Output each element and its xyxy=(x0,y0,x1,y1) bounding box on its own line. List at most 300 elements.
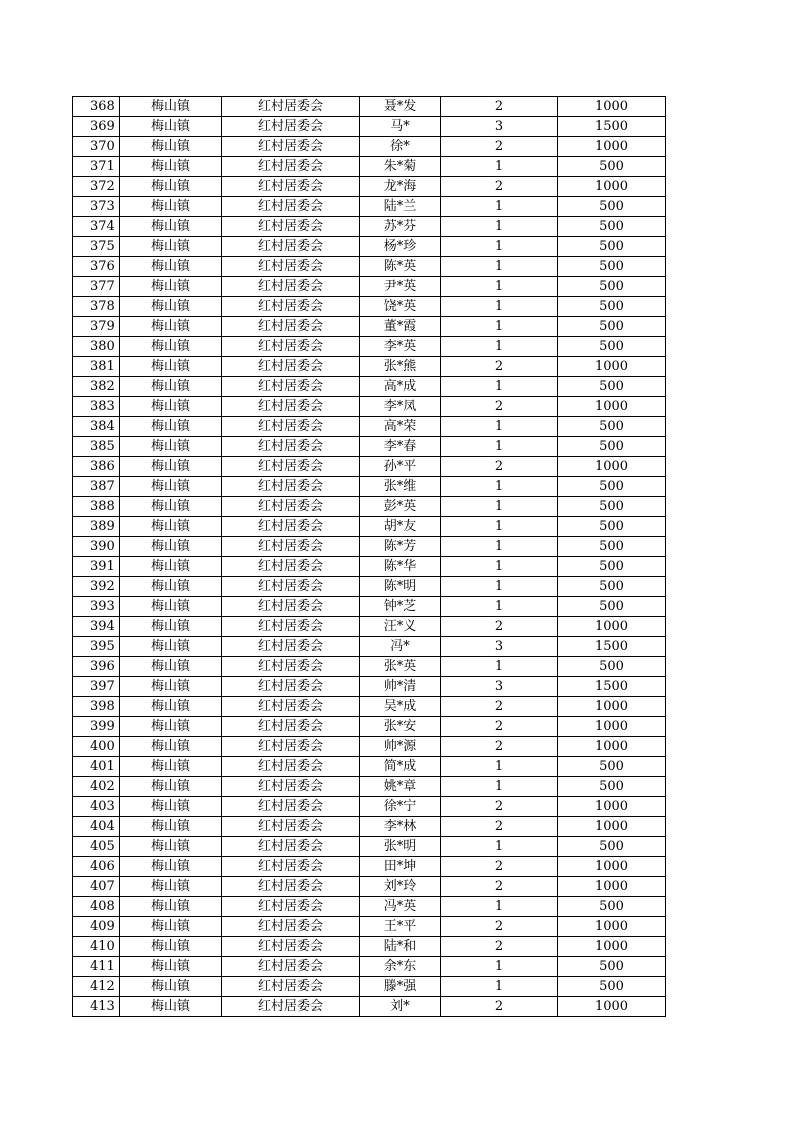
table-row xyxy=(73,517,666,537)
count-cell: 2 xyxy=(441,717,558,737)
count-cell: 1 xyxy=(441,897,558,917)
town-cell: 梅山镇 xyxy=(120,237,222,257)
count-cell: 3 xyxy=(441,637,558,657)
row-number-cell: 392 xyxy=(73,577,120,597)
row-number-cell: 393 xyxy=(73,597,120,617)
town-cell: 梅山镇 xyxy=(120,497,222,517)
name-cell: 马* xyxy=(360,117,441,137)
name-cell: 彭*英 xyxy=(360,497,441,517)
committee-cell: 红村居委会 xyxy=(222,357,360,377)
amount-cell: 1500 xyxy=(558,677,666,697)
town-cell: 梅山镇 xyxy=(120,197,222,217)
town-cell: 梅山镇 xyxy=(120,637,222,657)
roster-table-body xyxy=(73,97,666,1017)
name-cell: 尹*英 xyxy=(360,277,441,297)
row-number-cell: 410 xyxy=(73,937,120,957)
count-cell: 2 xyxy=(441,137,558,157)
amount-cell: 500 xyxy=(558,597,666,617)
name-cell: 朱*菊 xyxy=(360,157,441,177)
name-cell: 田*坤 xyxy=(360,857,441,877)
amount-cell: 1500 xyxy=(558,637,666,657)
name-cell: 聂*发 xyxy=(360,97,441,117)
table-row xyxy=(73,97,666,117)
count-cell: 1 xyxy=(441,597,558,617)
count-cell: 2 xyxy=(441,457,558,477)
committee-cell: 红村居委会 xyxy=(222,477,360,497)
committee-cell: 红村居委会 xyxy=(222,637,360,657)
row-number-cell: 390 xyxy=(73,537,120,557)
amount-cell: 500 xyxy=(558,957,666,977)
table-row xyxy=(73,417,666,437)
table-row xyxy=(73,497,666,517)
town-cell: 梅山镇 xyxy=(120,997,222,1017)
table-row xyxy=(73,977,666,997)
table-row xyxy=(73,997,666,1017)
count-cell: 1 xyxy=(441,157,558,177)
name-cell: 孙*平 xyxy=(360,457,441,477)
town-cell: 梅山镇 xyxy=(120,177,222,197)
amount-cell: 500 xyxy=(558,277,666,297)
table-row xyxy=(73,797,666,817)
row-number-cell: 376 xyxy=(73,257,120,277)
amount-cell: 500 xyxy=(558,517,666,537)
amount-cell: 1000 xyxy=(558,137,666,157)
name-cell: 李*英 xyxy=(360,337,441,357)
amount-cell: 1000 xyxy=(558,937,666,957)
count-cell: 1 xyxy=(441,777,558,797)
count-cell: 2 xyxy=(441,857,558,877)
table-row xyxy=(73,237,666,257)
town-cell: 梅山镇 xyxy=(120,657,222,677)
name-cell: 张*明 xyxy=(360,837,441,857)
name-cell: 帅*清 xyxy=(360,677,441,697)
name-cell: 陈*华 xyxy=(360,557,441,577)
table-row xyxy=(73,157,666,177)
town-cell: 梅山镇 xyxy=(120,277,222,297)
row-number-cell: 384 xyxy=(73,417,120,437)
name-cell: 龙*海 xyxy=(360,177,441,197)
town-cell: 梅山镇 xyxy=(120,477,222,497)
name-cell: 陈*明 xyxy=(360,577,441,597)
amount-cell: 500 xyxy=(558,777,666,797)
row-number-cell: 371 xyxy=(73,157,120,177)
row-number-cell: 404 xyxy=(73,817,120,837)
town-cell: 梅山镇 xyxy=(120,377,222,397)
amount-cell: 500 xyxy=(558,557,666,577)
name-cell: 汪*义 xyxy=(360,617,441,637)
town-cell: 梅山镇 xyxy=(120,397,222,417)
committee-cell: 红村居委会 xyxy=(222,957,360,977)
table-row xyxy=(73,717,666,737)
table-row xyxy=(73,657,666,677)
town-cell: 梅山镇 xyxy=(120,257,222,277)
count-cell: 1 xyxy=(441,477,558,497)
table-row xyxy=(73,677,666,697)
row-number-cell: 382 xyxy=(73,377,120,397)
row-number-cell: 408 xyxy=(73,897,120,917)
town-cell: 梅山镇 xyxy=(120,417,222,437)
table-row xyxy=(73,637,666,657)
row-number-cell: 368 xyxy=(73,97,120,117)
row-number-cell: 391 xyxy=(73,557,120,577)
row-number-cell: 409 xyxy=(73,917,120,937)
count-cell: 2 xyxy=(441,617,558,637)
count-cell: 1 xyxy=(441,497,558,517)
row-number-cell: 407 xyxy=(73,877,120,897)
table-row xyxy=(73,957,666,977)
committee-cell: 红村居委会 xyxy=(222,997,360,1017)
row-number-cell: 372 xyxy=(73,177,120,197)
count-cell: 1 xyxy=(441,417,558,437)
count-cell: 1 xyxy=(441,277,558,297)
name-cell: 刘* xyxy=(360,997,441,1017)
town-cell: 梅山镇 xyxy=(120,717,222,737)
name-cell: 张*安 xyxy=(360,717,441,737)
count-cell: 2 xyxy=(441,917,558,937)
table-row xyxy=(73,117,666,137)
count-cell: 1 xyxy=(441,957,558,977)
name-cell: 陆*兰 xyxy=(360,197,441,217)
table-row xyxy=(73,877,666,897)
committee-cell: 红村居委会 xyxy=(222,257,360,277)
count-cell: 2 xyxy=(441,877,558,897)
count-cell: 2 xyxy=(441,997,558,1017)
committee-cell: 红村居委会 xyxy=(222,177,360,197)
committee-cell: 红村居委会 xyxy=(222,817,360,837)
name-cell: 杨*珍 xyxy=(360,237,441,257)
row-number-cell: 369 xyxy=(73,117,120,137)
name-cell: 张*维 xyxy=(360,477,441,497)
town-cell: 梅山镇 xyxy=(120,337,222,357)
count-cell: 3 xyxy=(441,677,558,697)
table-row xyxy=(73,917,666,937)
row-number-cell: 411 xyxy=(73,957,120,977)
amount-cell: 1000 xyxy=(558,397,666,417)
town-cell: 梅山镇 xyxy=(120,117,222,137)
town-cell: 梅山镇 xyxy=(120,437,222,457)
row-number-cell: 380 xyxy=(73,337,120,357)
name-cell: 陆*和 xyxy=(360,937,441,957)
town-cell: 梅山镇 xyxy=(120,357,222,377)
count-cell: 2 xyxy=(441,697,558,717)
name-cell: 陈*芳 xyxy=(360,537,441,557)
table-row xyxy=(73,297,666,317)
table-row xyxy=(73,617,666,637)
committee-cell: 红村居委会 xyxy=(222,297,360,317)
amount-cell: 1000 xyxy=(558,617,666,637)
town-cell: 梅山镇 xyxy=(120,797,222,817)
amount-cell: 500 xyxy=(558,317,666,337)
town-cell: 梅山镇 xyxy=(120,757,222,777)
committee-cell: 红村居委会 xyxy=(222,857,360,877)
town-cell: 梅山镇 xyxy=(120,977,222,997)
table-row xyxy=(73,817,666,837)
table-row xyxy=(73,577,666,597)
table-row xyxy=(73,377,666,397)
count-cell: 1 xyxy=(441,217,558,237)
name-cell: 胡*友 xyxy=(360,517,441,537)
town-cell: 梅山镇 xyxy=(120,697,222,717)
row-number-cell: 406 xyxy=(73,857,120,877)
table-row xyxy=(73,777,666,797)
name-cell: 姚*章 xyxy=(360,777,441,797)
table-row xyxy=(73,357,666,377)
row-number-cell: 383 xyxy=(73,397,120,417)
committee-cell: 红村居委会 xyxy=(222,417,360,437)
name-cell: 钟*芝 xyxy=(360,597,441,617)
amount-cell: 500 xyxy=(558,537,666,557)
committee-cell: 红村居委会 xyxy=(222,437,360,457)
table-row xyxy=(73,257,666,277)
table-row xyxy=(73,697,666,717)
row-number-cell: 374 xyxy=(73,217,120,237)
amount-cell: 500 xyxy=(558,297,666,317)
amount-cell: 1000 xyxy=(558,97,666,117)
row-number-cell: 388 xyxy=(73,497,120,517)
town-cell: 梅山镇 xyxy=(120,917,222,937)
row-number-cell: 379 xyxy=(73,317,120,337)
row-number-cell: 402 xyxy=(73,777,120,797)
amount-cell: 500 xyxy=(558,657,666,677)
table-row xyxy=(73,557,666,577)
town-cell: 梅山镇 xyxy=(120,137,222,157)
name-cell: 高*荣 xyxy=(360,417,441,437)
count-cell: 1 xyxy=(441,257,558,277)
amount-cell: 500 xyxy=(558,157,666,177)
amount-cell: 500 xyxy=(558,897,666,917)
table-row xyxy=(73,337,666,357)
committee-cell: 红村居委会 xyxy=(222,597,360,617)
town-cell: 梅山镇 xyxy=(120,557,222,577)
table-row xyxy=(73,277,666,297)
amount-cell: 1000 xyxy=(558,997,666,1017)
committee-cell: 红村居委会 xyxy=(222,877,360,897)
name-cell: 张*熊 xyxy=(360,357,441,377)
town-cell: 梅山镇 xyxy=(120,617,222,637)
committee-cell: 红村居委会 xyxy=(222,577,360,597)
committee-cell: 红村居委会 xyxy=(222,697,360,717)
amount-cell: 1000 xyxy=(558,737,666,757)
count-cell: 1 xyxy=(441,317,558,337)
amount-cell: 500 xyxy=(558,837,666,857)
amount-cell: 500 xyxy=(558,577,666,597)
committee-cell: 红村居委会 xyxy=(222,277,360,297)
town-cell: 梅山镇 xyxy=(120,537,222,557)
committee-cell: 红村居委会 xyxy=(222,677,360,697)
committee-cell: 红村居委会 xyxy=(222,397,360,417)
row-number-cell: 370 xyxy=(73,137,120,157)
amount-cell: 1000 xyxy=(558,857,666,877)
committee-cell: 红村居委会 xyxy=(222,377,360,397)
town-cell: 梅山镇 xyxy=(120,897,222,917)
table-row xyxy=(73,197,666,217)
town-cell: 梅山镇 xyxy=(120,877,222,897)
amount-cell: 1000 xyxy=(558,357,666,377)
amount-cell: 1000 xyxy=(558,697,666,717)
row-number-cell: 385 xyxy=(73,437,120,457)
table-row xyxy=(73,837,666,857)
row-number-cell: 386 xyxy=(73,457,120,477)
count-cell: 1 xyxy=(441,657,558,677)
amount-cell: 1000 xyxy=(558,917,666,937)
row-number-cell: 401 xyxy=(73,757,120,777)
town-cell: 梅山镇 xyxy=(120,517,222,537)
row-number-cell: 405 xyxy=(73,837,120,857)
table-row xyxy=(73,897,666,917)
town-cell: 梅山镇 xyxy=(120,957,222,977)
committee-cell: 红村居委会 xyxy=(222,657,360,677)
row-number-cell: 375 xyxy=(73,237,120,257)
name-cell: 李*凤 xyxy=(360,397,441,417)
committee-cell: 红村居委会 xyxy=(222,557,360,577)
count-cell: 3 xyxy=(441,117,558,137)
name-cell: 王*平 xyxy=(360,917,441,937)
count-cell: 2 xyxy=(441,357,558,377)
row-number-cell: 396 xyxy=(73,657,120,677)
name-cell: 董*霞 xyxy=(360,317,441,337)
row-number-cell: 399 xyxy=(73,717,120,737)
town-cell: 梅山镇 xyxy=(120,217,222,237)
row-number-cell: 398 xyxy=(73,697,120,717)
count-cell: 2 xyxy=(441,797,558,817)
row-number-cell: 389 xyxy=(73,517,120,537)
amount-cell: 1000 xyxy=(558,717,666,737)
committee-cell: 红村居委会 xyxy=(222,757,360,777)
count-cell: 1 xyxy=(441,577,558,597)
amount-cell: 500 xyxy=(558,257,666,277)
row-number-cell: 387 xyxy=(73,477,120,497)
row-number-cell: 395 xyxy=(73,637,120,657)
table-row xyxy=(73,397,666,417)
roster-table xyxy=(72,96,666,1017)
name-cell: 余*东 xyxy=(360,957,441,977)
town-cell: 梅山镇 xyxy=(120,937,222,957)
committee-cell: 红村居委会 xyxy=(222,317,360,337)
count-cell: 1 xyxy=(441,517,558,537)
table-row xyxy=(73,477,666,497)
count-cell: 1 xyxy=(441,977,558,997)
town-cell: 梅山镇 xyxy=(120,157,222,177)
amount-cell: 500 xyxy=(558,437,666,457)
name-cell: 高*成 xyxy=(360,377,441,397)
committee-cell: 红村居委会 xyxy=(222,537,360,557)
committee-cell: 红村居委会 xyxy=(222,517,360,537)
amount-cell: 1000 xyxy=(558,877,666,897)
amount-cell: 500 xyxy=(558,217,666,237)
count-cell: 2 xyxy=(441,937,558,957)
row-number-cell: 400 xyxy=(73,737,120,757)
committee-cell: 红村居委会 xyxy=(222,197,360,217)
table-row xyxy=(73,177,666,197)
committee-cell: 红村居委会 xyxy=(222,497,360,517)
name-cell: 陈*英 xyxy=(360,257,441,277)
row-number-cell: 377 xyxy=(73,277,120,297)
name-cell: 滕*强 xyxy=(360,977,441,997)
count-cell: 1 xyxy=(441,297,558,317)
name-cell: 刘*玲 xyxy=(360,877,441,897)
count-cell: 1 xyxy=(441,757,558,777)
count-cell: 1 xyxy=(441,377,558,397)
row-number-cell: 412 xyxy=(73,977,120,997)
table-row xyxy=(73,937,666,957)
row-number-cell: 413 xyxy=(73,997,120,1017)
count-cell: 2 xyxy=(441,177,558,197)
town-cell: 梅山镇 xyxy=(120,317,222,337)
committee-cell: 红村居委会 xyxy=(222,217,360,237)
committee-cell: 红村居委会 xyxy=(222,457,360,477)
count-cell: 1 xyxy=(441,837,558,857)
amount-cell: 500 xyxy=(558,337,666,357)
committee-cell: 红村居委会 xyxy=(222,937,360,957)
amount-cell: 1500 xyxy=(558,117,666,137)
name-cell: 冯* xyxy=(360,637,441,657)
amount-cell: 500 xyxy=(558,197,666,217)
town-cell: 梅山镇 xyxy=(120,577,222,597)
table-row xyxy=(73,857,666,877)
name-cell: 张*英 xyxy=(360,657,441,677)
count-cell: 1 xyxy=(441,537,558,557)
committee-cell: 红村居委会 xyxy=(222,837,360,857)
table-row xyxy=(73,137,666,157)
amount-cell: 500 xyxy=(558,497,666,517)
town-cell: 梅山镇 xyxy=(120,837,222,857)
table-row xyxy=(73,537,666,557)
committee-cell: 红村居委会 xyxy=(222,337,360,357)
table-row xyxy=(73,757,666,777)
table-row xyxy=(73,437,666,457)
committee-cell: 红村居委会 xyxy=(222,777,360,797)
committee-cell: 红村居委会 xyxy=(222,237,360,257)
town-cell: 梅山镇 xyxy=(120,737,222,757)
town-cell: 梅山镇 xyxy=(120,777,222,797)
row-number-cell: 381 xyxy=(73,357,120,377)
name-cell: 饶*英 xyxy=(360,297,441,317)
name-cell: 冯*英 xyxy=(360,897,441,917)
name-cell: 李*春 xyxy=(360,437,441,457)
amount-cell: 500 xyxy=(558,477,666,497)
name-cell: 苏*芬 xyxy=(360,217,441,237)
amount-cell: 500 xyxy=(558,237,666,257)
committee-cell: 红村居委会 xyxy=(222,97,360,117)
committee-cell: 红村居委会 xyxy=(222,737,360,757)
amount-cell: 1000 xyxy=(558,797,666,817)
row-number-cell: 403 xyxy=(73,797,120,817)
committee-cell: 红村居委会 xyxy=(222,157,360,177)
committee-cell: 红村居委会 xyxy=(222,117,360,137)
committee-cell: 红村居委会 xyxy=(222,897,360,917)
count-cell: 1 xyxy=(441,197,558,217)
amount-cell: 500 xyxy=(558,377,666,397)
count-cell: 2 xyxy=(441,397,558,417)
count-cell: 2 xyxy=(441,817,558,837)
table-row xyxy=(73,597,666,617)
town-cell: 梅山镇 xyxy=(120,457,222,477)
town-cell: 梅山镇 xyxy=(120,597,222,617)
name-cell: 简*成 xyxy=(360,757,441,777)
committee-cell: 红村居委会 xyxy=(222,977,360,997)
amount-cell: 500 xyxy=(558,417,666,437)
amount-cell: 500 xyxy=(558,977,666,997)
committee-cell: 红村居委会 xyxy=(222,797,360,817)
committee-cell: 红村居委会 xyxy=(222,717,360,737)
row-number-cell: 397 xyxy=(73,677,120,697)
count-cell: 1 xyxy=(441,237,558,257)
name-cell: 徐*宁 xyxy=(360,797,441,817)
town-cell: 梅山镇 xyxy=(120,297,222,317)
name-cell: 吴*成 xyxy=(360,697,441,717)
committee-cell: 红村居委会 xyxy=(222,617,360,637)
table-row xyxy=(73,737,666,757)
